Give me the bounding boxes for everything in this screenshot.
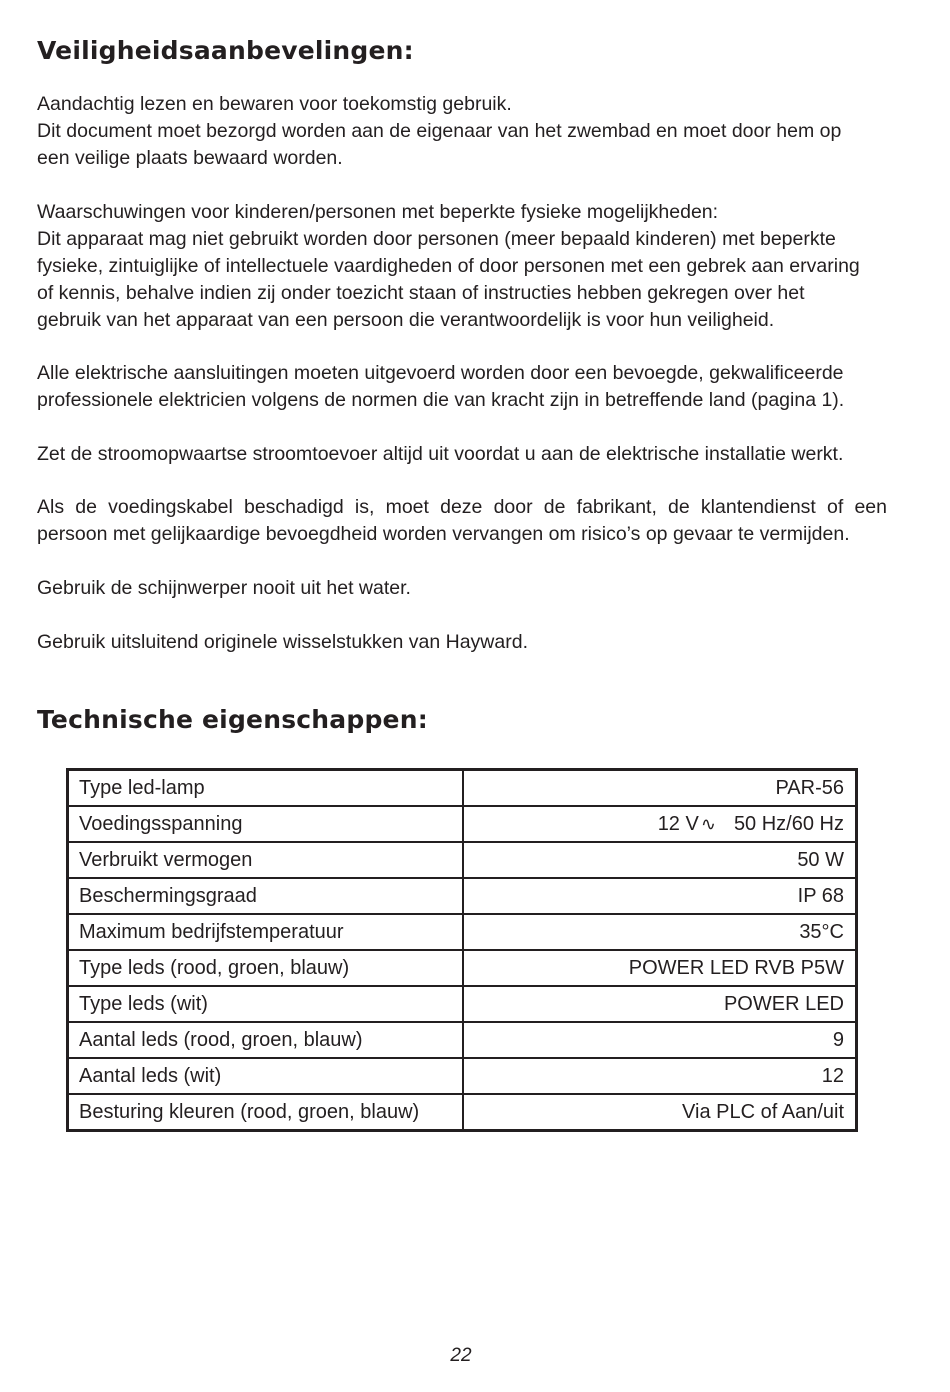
spec-value: 35°C [463,914,857,950]
safety-heading: Veiligheidsaanbevelingen: [37,36,414,65]
spec-label: Voedingsspanning [68,806,464,842]
paragraph-line: fysieke, zintuiglijke of intellectuele vaardigheden of door personen met een gebrek aan ervaring [37,255,860,277]
safety-paragraph-7 [37,629,887,656]
spec-label: Type leds (wit) [68,986,464,1022]
paragraph-line: Zet de stroomopwaartse stroomtoevoer altijd uit voordat u aan de elektrische installatie werkt. [37,443,844,465]
paragraph-line: professionele elektricien volgens de normen die van kracht zijn in betreffende land (pagina 1). [37,389,845,411]
page-number: 22 [450,1345,472,1366]
spec-label: Beschermingsgraad [68,878,464,914]
spec-value [463,806,857,842]
safety-paragraph-5 [37,494,887,548]
paragraph-line: Dit document moet bezorgd worden aan de eigenaar van het zwembad en moet door hem op [37,120,842,142]
frequency-value: 50 Hz/60 Hz [733,813,844,835]
safety-paragraph-6 [37,575,887,602]
table-row [68,950,857,986]
spec-value: 50 W [463,842,857,878]
paragraph-line: persoon met gelijkaardige bevoegdheid worden vervangen om risico’s op gevaar te vermijden. [37,523,850,545]
spec-value: 9 [463,1022,857,1058]
table-row [68,986,857,1022]
spec-label: Type led-lamp [68,770,464,807]
paragraph-line: Als de voedingskabel beschadigd is, moet deze door de fabrikant, de klantendienst of een [37,496,887,518]
table-row [68,1094,857,1131]
spec-label: Maximum bedrijfstemperatuur [68,914,464,950]
paragraph-line: of kennis, behalve indien zij onder toezicht staan of instructies hebben gekregen over het [37,282,805,304]
paragraph-line: Alle elektrische aansluitingen moeten uitgevoerd worden door een bevoegde, gekwalificeerde [37,362,844,384]
spec-label: Aantal leds (wit) [68,1058,464,1094]
spec-label: Type leds (rood, groen, blauw) [68,950,464,986]
safety-paragraph-3 [37,360,887,414]
paragraph-line: Dit apparaat mag niet gebruikt worden door personen (meer bepaald kinderen) met beperkte [37,228,836,250]
safety-paragraph-1 [37,91,887,172]
table-row [68,1058,857,1094]
table-row [68,878,857,914]
safety-paragraph-2 [37,199,887,334]
table-row [68,842,857,878]
spec-label: Aantal leds (rood, groen, blauw) [68,1022,464,1058]
paragraph-line: gebruik van het apparaat van een persoon die verantwoordelijk is voor hun veiligheid. [37,309,775,331]
table-row [68,914,857,950]
spec-value: PAR-56 [463,770,857,807]
specifications-table [66,768,858,1132]
voltage-value: 12 V [657,813,699,835]
table-row [68,806,857,842]
paragraph-line: Aandachtig lezen en bewaren voor toekomstig gebruik. [37,93,512,115]
alternating-current-symbol: ∿ [700,814,716,834]
table-row [68,770,857,807]
table-row [68,1022,857,1058]
paragraph-line: een veilige plaats bewaard worden. [37,147,343,169]
paragraph-line: Gebruik uitsluitend originele wisselstukken van Hayward. [37,631,528,653]
spec-value: IP 68 [463,878,857,914]
spec-value: POWER LED [463,986,857,1022]
technical-heading: Technische eigenschappen: [37,705,428,734]
spec-value: Via PLC of Aan/uit [463,1094,857,1131]
safety-paragraph-4 [37,441,887,468]
spec-label: Verbruikt vermogen [68,842,464,878]
paragraph-line: Gebruik de schijnwerper nooit uit het water. [37,577,411,599]
spec-label: Besturing kleuren (rood, groen, blauw) [68,1094,464,1131]
spec-value: POWER LED RVB P5W [463,950,857,986]
paragraph-line: Waarschuwingen voor kinderen/personen met beperkte fysieke mogelijkheden: [37,201,719,223]
spec-value: 12 [463,1058,857,1094]
